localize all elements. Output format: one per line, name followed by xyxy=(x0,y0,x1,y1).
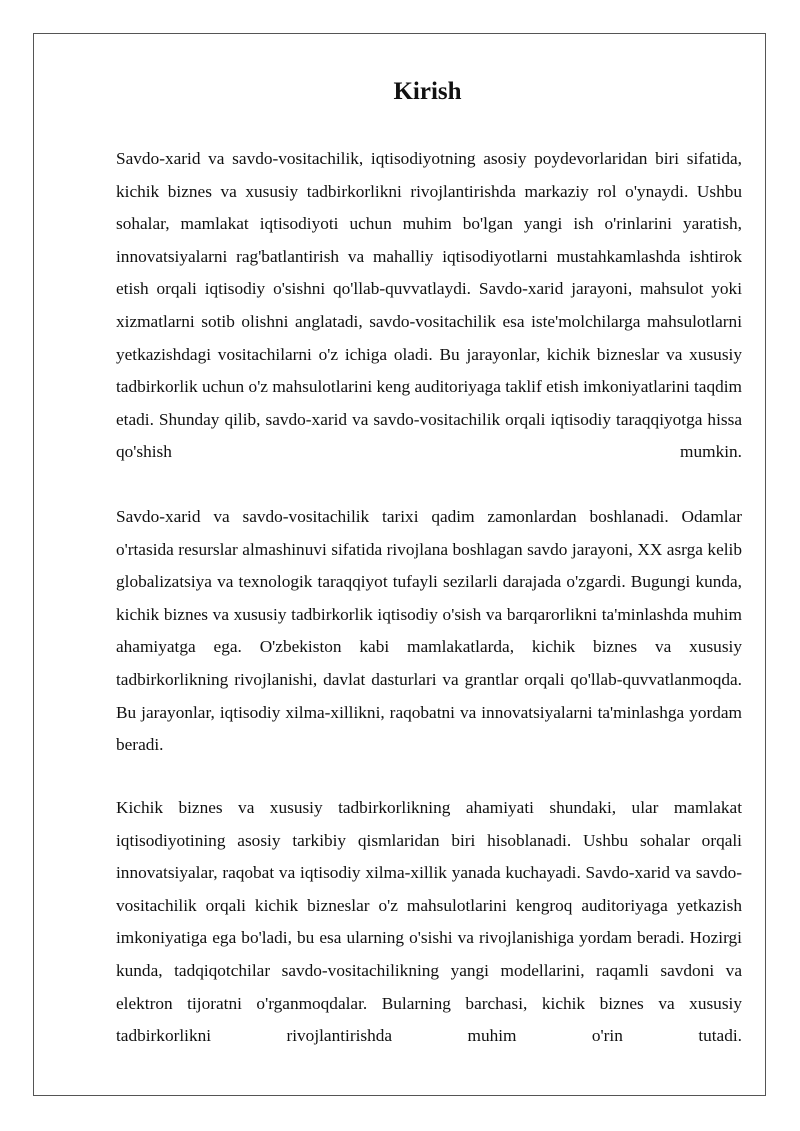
body-paragraph-1: Savdo-xarid va savdo-vositachilik, iqtisodiyotning asosiy poydevorlaridan biri sifatida, kichik biznes va xususiy tadbirkorlikni rivojlantirishda markaziy rol o'ynaydi. Ushbu sohalar, mamlakat iqtisodiyoti uchun muhim bo'lgan yangi ish o'rinlarini yaratish, innovatsiyalarni rag'batlantirish va mahalliy iqtisodiyotlarni mustahkamlashda ishtirok etish orqali iqtisodiy o'sishni qo'llab-quvvatlaydi. Savdo-xarid jarayoni, mahsulot yoki xizmatlarni sotib olishni anglatadi, savdo-vositachilik esa iste'molchilarga mahsulotlarni yetkazishdagi vositachilarni o'z ichiga oladi. Bu jarayonlar, kichik bizneslar va xususiy tadbirkorlik uchun o'z mahsulotlarini keng auditoriyaga taklif etish imkoniyatlarini taqdim etadi. Shunday qilib, savdo-xarid va savdo-vositachilik orqali iqtisodiy taraqqiyotga hissa qo'shish mumkin. xyxy=(116,149,742,462)
page-title: Kirish xyxy=(393,78,462,105)
body-paragraph-2: Savdo-xarid va savdo-vositachilik tarixi qadim zamonlardan boshlanadi. Odamlar o'rtasida resurslar almashinuvi sifatida rivojlana boshlagan savdo jarayoni, XX asrga kelib globalizatsiya va texnologik taraqqiyot tufayli sezilarli darajada o'zgardi. Bugungi kunda, kichik biznes va xususiy tadbirkorlik iqtisodiy o'sish va barqarorlikni ta'minlashda muhim ahamiyatga ega. O'zbekiston kabi mamlakatlarda, kichik biznes va xususiy tadbirkorlikning rivojlanishi, davlat dasturlari va grantlar orqali qo'llab-quvvatlanmoqda. Bu jarayonlar, iqtisodiy xilma-xillikni, raqobatni va innovatsiyalarni ta'minlashga yordam beradi. xyxy=(116,507,742,755)
body-paragraph-3: Kichik biznes va xususiy tadbirkorlikning ahamiyati shundaki, ular mamlakat iqtisodiyotining asosiy tarkibiy qismlaridan biri hisoblanadi. Ushbu sohalar orqali innovatsiyalar, raqobat va iqtisodiy xilma-xillik yanada kuchayadi. Savdo-xarid va savdo-vositachilik orqali kichik bizneslar o'z mahsulotlarini kengroq auditoriyaga yetkazish imkoniyatiga ega bo'ladi, bu esa ularning o'sishi va rivojlanishiga yordam beradi. Hozirgi kunda, tadqiqotchilar savdo-vositachilikning yangi modellarini, raqamli savdoni va elektron tijoratni o'rganmoqdalar. Bularning barchasi, kichik biznes va xususiy tadbirkorlikni rivojlantirishda muhim o'rin tutadi. xyxy=(116,798,742,1046)
